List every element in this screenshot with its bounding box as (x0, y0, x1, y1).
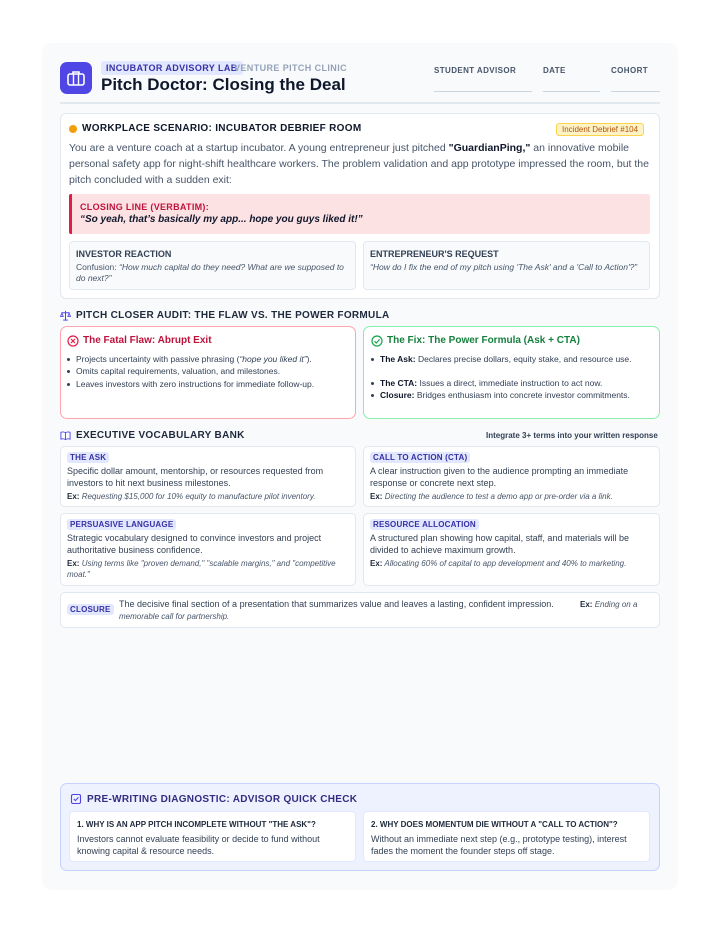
flaw-item: Leaves investors with zero instructions for immediate follow-up. (67, 378, 350, 390)
clipboard-check-icon (70, 793, 82, 805)
logo (60, 62, 92, 94)
vocab-example: Ex: Using terms like "proven demand," "scalable margins," and "competitive moat." (67, 559, 336, 579)
student-advisor-field[interactable] (434, 91, 532, 92)
briefcase-icon (67, 70, 85, 86)
check-circle-icon (371, 335, 383, 347)
book-icon (60, 430, 71, 441)
scenario-dot-icon (69, 125, 77, 133)
date-field[interactable] (543, 91, 600, 92)
vocab-example-continued: memorable call for partnership. (119, 612, 230, 621)
scale-icon (60, 310, 71, 321)
scenario-heading: WORKPLACE SCENARIO: INCUBATOR DEBRIEF ROOM (82, 123, 362, 134)
integrate-note: Integrate 3+ terms into your written response (486, 431, 658, 440)
diagnostic-heading: PRE-WRITING DIAGNOSTIC: ADVISOR QUICK CHECK (87, 794, 358, 805)
vocab-term: RESOURCE ALLOCATION (370, 519, 479, 530)
power-formula-title: The Fix: The Power Formula (Ask + CTA) (387, 335, 580, 346)
investor-reaction-text: Confusion: “How much capital do they need? What are we supposed to do next?” (76, 262, 344, 283)
flaw-item: Omits capital requirements, valuation, and milestones. (67, 365, 350, 377)
vocab-definition: A structured plan showing how capital, staff, and materials will be divided to achieve maximum growth. (370, 533, 629, 555)
closing-line-quote: “So yeah, that’s basically my app... hope you guys liked it!” (80, 214, 363, 225)
entrepreneur-request-label: ENTREPRENEUR'S REQUEST (370, 249, 499, 259)
vocab-definition: A clear instruction given to the audience prompting an immediate response or concrete next step. (370, 466, 629, 488)
lab-tag: INCUBATOR ADVISORY LAB (101, 61, 243, 75)
audit-heading: PITCH CLOSER AUDIT: THE FLAW VS. THE POWER FORMULA (76, 310, 390, 321)
vocab-example: Ex: Allocating 60% of capital to app development and 40% to marketing. (370, 559, 627, 568)
closing-line-label: CLOSING LINE (VERBATIM): (80, 202, 210, 212)
page-title: Pitch Doctor: Closing the Deal (101, 75, 346, 94)
clinic-tag: VENTURE PITCH CLINIC (234, 63, 348, 73)
diagnostic-answer: Without an immediate next step (e.g., prototype testing), interest fades the moment the founder steps off stage. (371, 834, 627, 856)
vocab-heading: EXECUTIVE VOCABULARY BANK (76, 430, 245, 441)
vocab-example: Ex: Requesting $15,000 for 10% equity to manufacture pilot inventory. (67, 492, 316, 501)
student-advisor-label: STUDENT ADVISOR (434, 66, 517, 75)
x-circle-icon (67, 335, 79, 347)
vocab-term: THE ASK (67, 452, 109, 463)
date-label: DATE (543, 66, 566, 75)
entrepreneur-request-text: “How do I fix the end of my pitch using 'The Ask' and a 'Call to Action'?” (370, 262, 638, 272)
incident-badge: Incident Debrief #104 (556, 123, 644, 136)
fix-item: The CTA: Issues a direct, immediate instruction to act now. (371, 377, 653, 389)
scenario-text: You are a venture coach at a startup incubator. A young entrepreneur just pitched "GuardianPing," an innovative mobile personal safety app for night-shift healthcare workers. The problem validation and app prototype impressed the room, but the pitch concluded with a sudden exit: (69, 142, 649, 186)
vocab-example: Ex: Directing the audience to test a demo app or pre-order via a link. (370, 492, 613, 501)
flaw-item: Projects uncertainty with passive phrasing (“hope you liked it”). (67, 353, 350, 365)
vocab-term: CLOSURE (67, 604, 114, 615)
diagnostic-question: 1. WHY IS AN APP PITCH INCOMPLETE WITHOUT "THE ASK"? (77, 820, 316, 829)
fatal-flaw-title: The Fatal Flaw: Abrupt Exit (83, 335, 212, 346)
vocab-example: Ex: Ending on a (580, 600, 638, 609)
investor-reaction-label: INVESTOR REACTION (76, 249, 172, 259)
fix-item: The Ask: Declares precise dollars, equity stake, and resource use. (371, 353, 653, 365)
header-divider (60, 102, 660, 104)
vocab-term: CALL TO ACTION (CTA) (370, 452, 470, 463)
cohort-label: COHORT (611, 66, 649, 75)
vocab-term: PERSUASIVE LANGUAGE (67, 519, 176, 530)
vocab-definition: Strategic vocabulary designed to convince investors and project authoritative business confidence. (67, 533, 322, 555)
cohort-field[interactable] (611, 91, 660, 92)
fix-item: Closure: Bridges enthusiasm into concrete investor commitments. (371, 389, 653, 401)
diagnostic-question: 2. WHY DOES MOMENTUM DIE WITHOUT A "CALL TO ACTION"? (371, 820, 618, 829)
diagnostic-answer: Investors cannot evaluate feasibility or decide to fund without knowing capital & resource needs. (77, 834, 320, 856)
vocab-definition: Specific dollar amount, mentorship, or resources requested from investors to hit next business milestones. (67, 466, 324, 488)
vocab-definition: The decisive final section of a presentation that summarizes value and leaves a lasting, confident impression. (119, 599, 554, 609)
